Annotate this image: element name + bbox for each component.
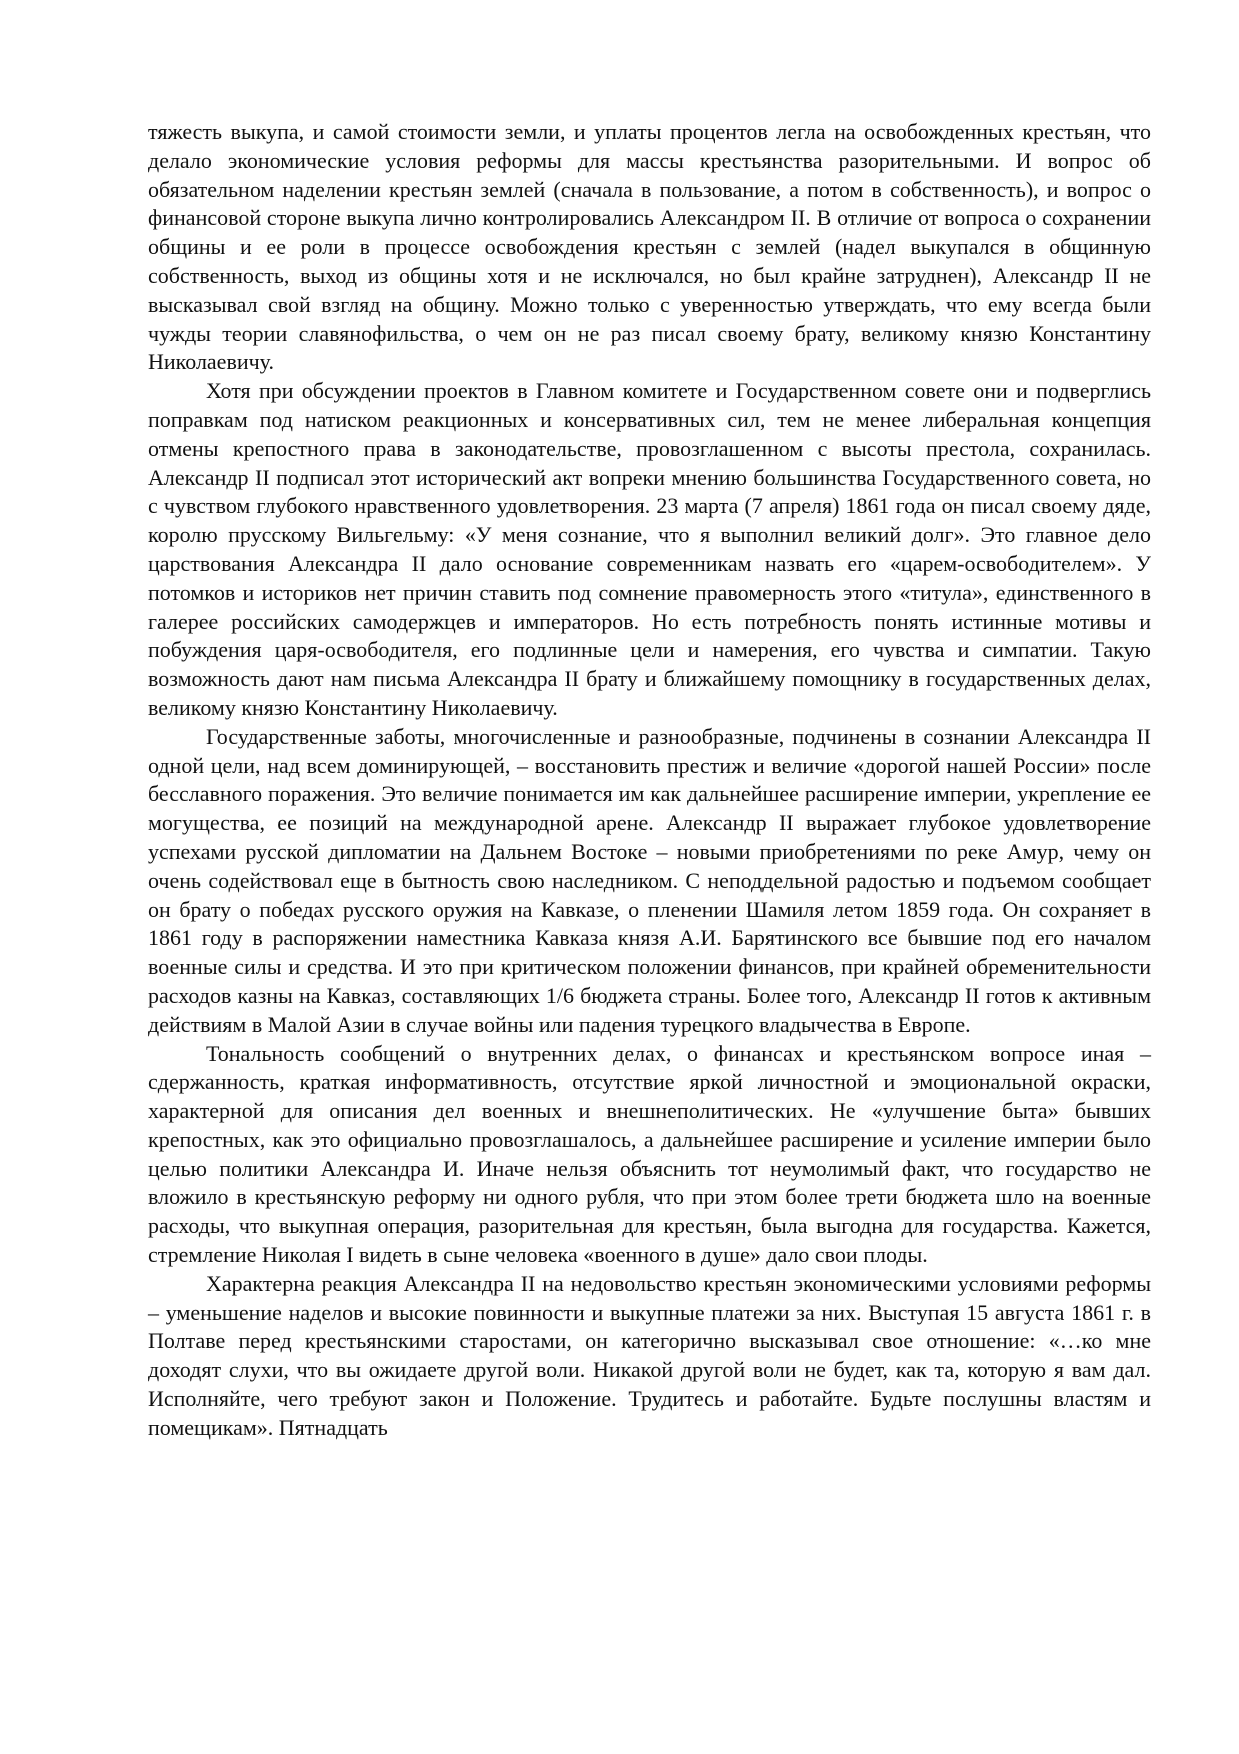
paragraph-legislation: Хотя при обсуждении проектов в Главном комитете и Государственном совете они и подверглись поправкам под натиском реакционных и консервативных сил, тем не менее либеральная концепция отмены крепостного права в законодательстве, провозглашенном с высоты престола, сохранилась. Александр II подписал этот исторический акт вопреки мнению большинства Государственного совета, но с чувством глубокого нравственного удовлетворения. 23 марта (7 апреля) 1861 года он писал своему дяде, королю прусскому Вильгельму: «У меня сознание, что я выполнил великий долг». Это главное дело царствования Александра II дало основание современникам назвать его «царем-освободителем». У потомков и историков нет причин ставить под сомнение правомерность этого «титула», единственного в галерее российских самодержцев и императоров. Но есть потребность понять истинные мотивы и побуждения царя-освободителя, его подлинные цели и намерения, его чувства и симпатии. Такую возможность дают нам письма Александра II брату и ближайшему помощнику в государственных делах, великому князю Константину Николаевичу. xyxy=(148,378,1151,720)
paragraph-peasant-reaction: Характерна реакция Александра II на недовольство крестьян экономическими условиями реформы – уменьшение наделов и высокие повинности и выкупные платежи за них. Выступая 15 августа 1861 г. в Полтаве перед крестьянскими старостами, он категорично высказывал свое отношение: «…ко мне доходят слухи, что вы ожидаете другой воли. Никакой другой воли не будет, как та, которую я вам дал. Исполняйте, чего требуют закон и Положение. Трудитесь и работайте. Будьте послушны властям и помещикам». Пятнадцать xyxy=(148,1270,1151,1440)
document-page xyxy=(148,118,1151,1443)
paragraph-continuation: тяжесть выкупа, и самой стоимости земли, и уплаты процентов легла на освобожденных крестьян, что делало экономические условия реформы для массы крестьянства разорительными. И вопрос об обязательном наделении крестьян землей (сначала в пользование, а потом в собственность), и вопрос о финансовой стороне выкупа лично контролировались Александром II. В отличие от вопроса о сохранении общины и ее роли в процессе освобождения крестьян с землей (надел выкупался в общинную собственность, выход из общины хотя и не исключался, но был крайне затруднен), Александр II не высказывал свой взгляд на общину. Можно только с уверенностью утверждать, что ему всегда были чужды теории славянофильства, о чем он не раз писал своему брату, великому князю Константину Николаевичу. xyxy=(148,119,1151,375)
paragraph-domestic-tone: Тональность сообщений о внутренних делах, о финансах и крестьянском вопросе иная – сдержанность, краткая информативность, отсутствие яркой личностной и эмоциональной окраски, характерной для описания дел военных и внешнеполитических. Не «улучшение быта» бывших крепостных, как это официально провозглашалось, а дальнейшее расширение и усиление империи было целью политики Александра И. Иначе нельзя объяснить тот неумолимый факт, что государство не вложило в крестьянскую реформу ни одного рубля, что при этом более трети бюджета шло на военные расходы, что выкупная операция, разорительная для крестьян, была выгодна для государства. Кажется, стремление Николая I видеть в сыне человека «военного в душе» дало свои плоды. xyxy=(148,1040,1151,1268)
paragraph-state-affairs: Государственные заботы, многочисленные и разнообразные, подчинены в сознании Александра II одной цели, над всем доминирующей, – восстановить престиж и величие «дорогой нашей России» после бесславного поражения. Это величие понимается им как дальнейшее расширение империи, укрепление ее могущества, ее позиций на международной арене. Александр II выражает глубокое удовлетворение успехами русской дипломатии на Дальнем Востоке – новыми приобретениями по реке Амур, чему он очень содействовал еще в бытность свою наследником. С неподдельной радостью и подъемом сообщает он брату о победах русского оружия на Кавказе, о пленении Шамиля летом 1859 года. Он сохраняет в 1861 году в распоряжении наместника Кавказа князя А.И. Барятинского все бывшие под его началом военные силы и средства. И это при критическом положении финансов, при крайней обременительности расходов казны на Кавказ, составляющих 1/6 бюджета страны. Более того, Александр II готов к активным действиям в Малой Азии в случае войны или падения турецкого владычества в Европе. xyxy=(148,723,1151,1037)
